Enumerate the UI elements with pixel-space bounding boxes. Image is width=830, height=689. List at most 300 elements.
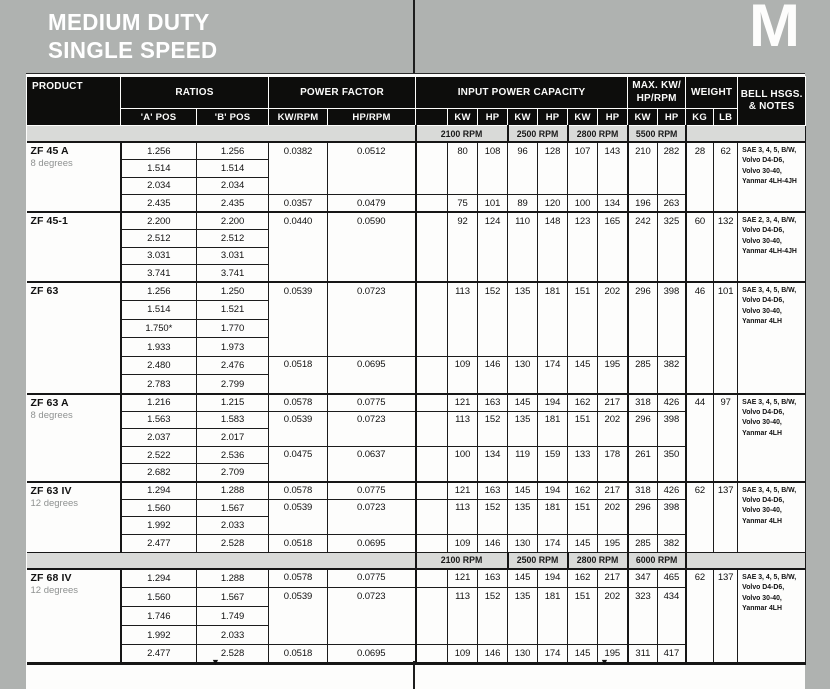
product-name: ZF 63 [30, 285, 59, 297]
notes-line: Volvo D4-D6, [742, 408, 785, 416]
power-factor-kw-cell: 0.0578 [269, 482, 328, 500]
input-power-cell: 113 [448, 282, 478, 356]
notes-line: SAE 2, 3, 4, B/W, [742, 217, 797, 224]
ratio-a-cell: 2.037 [121, 429, 197, 447]
power-factor-kw-cell: 0.0518 [269, 356, 328, 393]
ratio-a-cell: 1.256 [121, 142, 197, 160]
rpm-band-blank-left [27, 126, 416, 143]
input-power-cell: 101 [478, 195, 508, 213]
input-power-cell: 135 [508, 499, 538, 534]
product-section-zf-45-a [27, 142, 806, 212]
spacer-cell [416, 142, 448, 195]
max-hp-cell: 325 [658, 212, 686, 282]
weight-lb-cell: 97 [714, 394, 738, 482]
power-factor-hp-cell: 0.0512 [328, 142, 416, 195]
max-hp-cell: 434 [658, 588, 686, 645]
ratio-b-cell: 3.741 [197, 265, 269, 283]
col-header-input-power: INPUT POWER CAPACITY [416, 77, 628, 109]
spacer-cell [416, 569, 448, 588]
notes-cell [738, 569, 806, 664]
power-factor-kw-cell: 0.0440 [269, 212, 328, 282]
ratio-a-cell: 1.992 [121, 626, 197, 645]
spacer-cell [416, 588, 448, 645]
ratio-b-cell: 2.017 [197, 429, 269, 447]
notes-line: SAE 3, 4, 5, B/W, [742, 486, 797, 494]
ratio-a-cell: 1.992 [121, 517, 197, 535]
max-kw-cell: 318 [628, 482, 658, 500]
spacer-cell [416, 282, 448, 356]
input-power-cell: 152 [478, 411, 508, 446]
rpm-band-cell: 5500 RPM [628, 126, 686, 143]
ratio-a-cell: 1.294 [121, 569, 197, 588]
input-power-cell: 174 [538, 535, 568, 553]
ratio-b-cell: 2.512 [197, 230, 269, 248]
input-power-cell: 143 [598, 142, 628, 195]
max-kw-cell: 210 [628, 142, 658, 195]
input-power-cell: 194 [538, 569, 568, 588]
input-power-cell: 128 [538, 142, 568, 195]
input-power-cell: 202 [598, 282, 628, 356]
input-power-cell: 151 [568, 499, 598, 534]
ratio-a-cell: 2.477 [121, 645, 197, 664]
notes-line: SAE 3, 4, 5, B/W, [742, 147, 797, 154]
max-hp-cell: 263 [658, 195, 686, 213]
ratio-a-cell: 1.514 [121, 160, 197, 178]
ratio-a-cell: 2.200 [121, 212, 197, 230]
max-hp-cell: 382 [658, 535, 686, 553]
power-factor-hp-cell: 0.0723 [328, 588, 416, 645]
rpm-band-cell: 2100 RPM [416, 552, 508, 569]
product-cell [27, 482, 121, 553]
col-header-ratios: RATIOS [121, 77, 269, 109]
ratio-a-cell: 1.560 [121, 499, 197, 517]
input-power-cell: 146 [478, 535, 508, 553]
input-power-cell: 159 [538, 446, 568, 481]
col-header-hp-2800: HP [598, 109, 628, 126]
input-power-cell: 202 [598, 411, 628, 446]
max-hp-cell: 417 [658, 645, 686, 664]
input-power-cell: 75 [448, 195, 478, 213]
notes-cell [738, 212, 806, 282]
input-power-cell: 195 [598, 645, 628, 664]
weight-lb-cell: 101 [714, 282, 738, 394]
product-name: ZF 45-1 [30, 215, 68, 227]
product-angle: 8 degrees [30, 158, 73, 169]
input-power-cell: 194 [538, 394, 568, 412]
ratio-a-cell: 1.746 [121, 607, 197, 626]
rpm-band-blank-notes [738, 126, 806, 143]
input-power-cell: 174 [538, 645, 568, 664]
power-factor-hp-cell: 0.0775 [328, 482, 416, 500]
input-power-cell: 121 [448, 569, 478, 588]
power-factor-kw-cell: 0.0539 [269, 411, 328, 446]
col-header-bell-hsgs: BELL HSGS. & NOTES [738, 77, 806, 126]
notes-line: Yanmar 4LH [742, 429, 782, 437]
power-factor-kw-cell: 0.0475 [269, 446, 328, 481]
col-header-kw-max: KW [628, 109, 658, 126]
input-power-cell: 130 [508, 645, 538, 664]
weight-kg-cell: 28 [686, 142, 714, 212]
spacer-cell [416, 446, 448, 481]
max-kw-cell: 311 [628, 645, 658, 664]
notes-line: SAE 3, 4, 5, B/W, [742, 573, 797, 581]
ratio-a-cell: 2.480 [121, 356, 197, 375]
power-factor-hp-cell: 0.0479 [328, 195, 416, 213]
notes-cell [738, 394, 806, 482]
ratio-b-cell: 1.973 [197, 338, 269, 357]
col-header-product: PRODUCT [27, 77, 121, 126]
rpm-band-cell: 2500 RPM [508, 552, 568, 569]
ratio-b-cell: 3.031 [197, 247, 269, 265]
power-factor-kw-cell: 0.0539 [269, 499, 328, 534]
notes-line: Yanmar 4LH-4JH [742, 248, 797, 256]
rpm-band [27, 552, 806, 569]
input-power-cell: 148 [538, 212, 568, 282]
col-header-max-kw-hp: MAX. KW/ HP/RPM [628, 77, 686, 109]
ratio-b-cell: 1.567 [197, 588, 269, 607]
col-header-kg: KG [686, 109, 714, 126]
product-name: ZF 63 IV [30, 484, 72, 497]
rpm-band-blank-weight [686, 126, 738, 143]
product-section-zf-63 [27, 282, 806, 394]
ratio-b-cell: 2.709 [197, 464, 269, 482]
ratio-b-cell: 1.514 [197, 160, 269, 178]
product-section-zf-63-a [27, 394, 806, 482]
ratio-b-cell: 2.476 [197, 356, 269, 375]
input-power-cell: 96 [508, 142, 538, 195]
ratio-b-cell: 2.536 [197, 446, 269, 464]
input-power-cell: 152 [478, 499, 508, 534]
power-factor-kw-cell: 0.0382 [269, 142, 328, 195]
power-factor-hp-cell: 0.0775 [328, 569, 416, 588]
col-header-hp-2500: HP [538, 109, 568, 126]
input-power-cell: 145 [568, 645, 598, 664]
weight-lb-cell: 62 [714, 142, 738, 212]
input-power-cell: 133 [568, 446, 598, 481]
notes-line: Volvo 30-40, [742, 507, 782, 515]
ratio-b-cell: 2.200 [197, 212, 269, 230]
col-header-kw-2800: KW [568, 109, 598, 126]
max-hp-cell: 398 [658, 499, 686, 534]
col-header-kw-2500: KW [508, 109, 538, 126]
input-power-cell: 151 [568, 588, 598, 645]
product-cell [27, 569, 121, 664]
ratio-a-cell: 3.031 [121, 247, 197, 265]
notes-line: Yanmar 4LH-4JH [742, 178, 797, 186]
input-power-cell: 109 [448, 645, 478, 664]
input-power-cell: 100 [448, 446, 478, 481]
ratio-b-cell: 1.250 [197, 282, 269, 301]
notes-cell [738, 142, 806, 212]
spacer-cell [416, 482, 448, 500]
ratio-b-cell: 2.033 [197, 517, 269, 535]
input-power-cell: 135 [508, 282, 538, 356]
weight-kg-cell: 60 [686, 212, 714, 282]
rpm-band [27, 126, 806, 143]
page-header-band [0, 0, 830, 73]
notes-line: Volvo 30-40, [742, 419, 782, 427]
rpm-band-cell: 2500 RPM [508, 126, 568, 143]
fold-divider-line-top [413, 0, 415, 74]
input-power-cell: 202 [598, 499, 628, 534]
power-factor-hp-cell: 0.0723 [328, 499, 416, 534]
ratio-b-cell: 2.033 [197, 626, 269, 645]
page-title [48, 9, 218, 64]
input-power-cell: 152 [478, 588, 508, 645]
input-power-cell: 107 [568, 142, 598, 195]
notes-line: SAE 3, 4, 5, B/W, [742, 398, 797, 406]
notes-line: Yanmar 4LH [742, 318, 782, 326]
ratio-b-cell: 2.528 [197, 645, 269, 664]
product-angle: 12 degrees [30, 584, 79, 596]
ratio-b-cell: 1.288 [197, 569, 269, 588]
ratio-a-cell: 1.216 [121, 394, 197, 412]
product-angle: 8 degrees [30, 409, 73, 421]
input-power-cell: 163 [478, 569, 508, 588]
col-header-kw-rpm: KW/RPM [269, 109, 328, 126]
col-header-a-pos: 'A' POS [121, 109, 197, 126]
spec-table [26, 76, 806, 665]
input-power-cell: 110 [508, 212, 538, 282]
notes-line: SAE 3, 4, 5, B/W, [742, 287, 797, 294]
col-header-hp-2100: HP [478, 109, 508, 126]
ratio-a-cell: 2.682 [121, 464, 197, 482]
ratio-b-cell: 1.256 [197, 142, 269, 160]
power-factor-hp-cell: 0.0775 [328, 394, 416, 412]
max-kw-cell: 347 [628, 569, 658, 588]
power-factor-kw-cell: 0.0539 [269, 282, 328, 356]
ratio-a-cell: 2.512 [121, 230, 197, 248]
ratio-a-cell: 1.256 [121, 282, 197, 301]
ratio-b-cell: 1.770 [197, 319, 269, 338]
input-power-cell: 151 [568, 282, 598, 356]
input-power-cell: 113 [448, 499, 478, 534]
col-header-b-pos: 'B' POS [197, 109, 269, 126]
input-power-cell: 162 [568, 482, 598, 500]
col-header-hp-max: HP [658, 109, 686, 126]
max-kw-cell: 323 [628, 588, 658, 645]
product-name: ZF 63 A [30, 396, 69, 409]
notes-line: Volvo D4-D6, [742, 157, 785, 165]
product-section-zf-45-1 [27, 212, 806, 282]
input-power-cell: 174 [538, 356, 568, 393]
input-power-cell: 134 [598, 195, 628, 213]
power-factor-kw-cell: 0.0518 [269, 645, 328, 664]
max-hp-cell: 426 [658, 394, 686, 412]
max-kw-cell: 261 [628, 446, 658, 481]
input-power-cell: 181 [538, 588, 568, 645]
continuation-arrow-icon: ▼ [211, 657, 220, 667]
weight-kg-cell: 62 [686, 569, 714, 664]
max-hp-cell: 426 [658, 482, 686, 500]
ratio-a-cell: 1.294 [121, 482, 197, 500]
rpm-band-cell: 6000 RPM [628, 552, 686, 569]
max-kw-cell: 318 [628, 394, 658, 412]
input-power-cell: 146 [478, 645, 508, 664]
power-factor-hp-cell: 0.0695 [328, 356, 416, 393]
product-name: ZF 45 A [30, 145, 69, 157]
ratio-a-cell: 1.750* [121, 319, 197, 338]
product-cell [27, 282, 121, 394]
ratio-a-cell: 2.522 [121, 446, 197, 464]
input-power-cell: 145 [508, 482, 538, 500]
notes-line: Yanmar 4LH [742, 604, 782, 612]
notes-line: Volvo D4-D6, [742, 496, 785, 504]
ratio-b-cell: 2.799 [197, 375, 269, 394]
ratio-b-cell: 1.583 [197, 411, 269, 429]
col-header-kw-2100: KW [448, 109, 478, 126]
table-header [27, 77, 806, 126]
ratio-a-cell: 1.514 [121, 301, 197, 320]
input-power-cell: 202 [598, 588, 628, 645]
ratio-a-cell: 2.783 [121, 375, 197, 394]
notes-cell [738, 482, 806, 553]
max-kw-cell: 242 [628, 212, 658, 282]
rpm-band-blank-notes [738, 552, 806, 569]
max-hp-cell: 350 [658, 446, 686, 481]
max-kw-cell: 196 [628, 195, 658, 213]
rpm-band-blank-weight [686, 552, 738, 569]
product-cell [27, 394, 121, 482]
weight-kg-cell: 62 [686, 482, 714, 553]
input-power-cell: 194 [538, 482, 568, 500]
power-factor-kw-cell: 0.0578 [269, 569, 328, 588]
input-power-cell: 152 [478, 282, 508, 356]
notes-line: Yanmar 4LH [742, 517, 782, 525]
input-power-cell: 162 [568, 394, 598, 412]
input-power-cell: 217 [598, 482, 628, 500]
fold-divider-line-bottom [413, 661, 415, 689]
max-hp-cell: 465 [658, 569, 686, 588]
weight-lb-cell: 132 [714, 212, 738, 282]
ratio-b-cell: 2.034 [197, 177, 269, 195]
input-power-cell: 162 [568, 569, 598, 588]
table-page-area [26, 73, 805, 689]
product-angle: 12 degrees [30, 497, 79, 509]
power-factor-hp-cell: 0.0590 [328, 212, 416, 282]
rpm-band-cell: 2800 RPM [568, 552, 628, 569]
notes-line: Volvo D4-D6, [742, 584, 785, 592]
input-power-cell: 181 [538, 411, 568, 446]
max-kw-cell: 296 [628, 499, 658, 534]
rpm-band-cell: 2800 RPM [568, 126, 628, 143]
notes-line: Volvo 30-40, [742, 167, 782, 175]
input-power-cell: 146 [478, 356, 508, 393]
input-power-cell: 124 [478, 212, 508, 282]
input-power-cell: 163 [478, 482, 508, 500]
input-power-cell: 145 [568, 535, 598, 553]
ratio-b-cell: 1.288 [197, 482, 269, 500]
notes-cell [738, 282, 806, 394]
product-name: ZF 68 IV [30, 571, 72, 584]
input-power-cell: 89 [508, 195, 538, 213]
power-factor-kw-cell: 0.0518 [269, 535, 328, 553]
spacer-cell [416, 356, 448, 393]
notes-line: Volvo 30-40, [742, 594, 782, 602]
spacer-cell [416, 645, 448, 664]
ratio-b-cell: 1.567 [197, 499, 269, 517]
max-kw-cell: 285 [628, 356, 658, 393]
input-power-cell: 109 [448, 356, 478, 393]
input-power-cell: 108 [478, 142, 508, 195]
max-hp-cell: 382 [658, 356, 686, 393]
continuation-arrow-icon: ▼ [600, 657, 609, 667]
product-cell [27, 142, 121, 212]
product-section-zf-68-iv [27, 569, 806, 664]
input-power-cell: 178 [598, 446, 628, 481]
ratio-b-cell: 2.528 [197, 535, 269, 553]
input-power-cell: 130 [508, 356, 538, 393]
page-title-line2: SINGLE SPEED [48, 36, 218, 63]
power-factor-kw-cell: 0.0357 [269, 195, 328, 213]
weight-kg-cell: 44 [686, 394, 714, 482]
ratio-a-cell: 1.563 [121, 411, 197, 429]
ratio-a-cell: 2.477 [121, 535, 197, 553]
max-kw-cell: 296 [628, 282, 658, 356]
section-letter-m: M [749, 0, 800, 59]
rpm-band-blank-left [27, 552, 416, 569]
notes-line: Volvo D4-D6, [742, 227, 785, 235]
power-factor-kw-cell: 0.0539 [269, 588, 328, 645]
power-factor-kw-cell: 0.0578 [269, 394, 328, 412]
spacer-cell [416, 411, 448, 446]
col-header-spacer [416, 109, 448, 126]
input-power-cell: 217 [598, 569, 628, 588]
input-power-cell: 113 [448, 588, 478, 645]
input-power-cell: 113 [448, 411, 478, 446]
ratio-a-cell: 3.741 [121, 265, 197, 283]
max-hp-cell: 398 [658, 282, 686, 356]
spacer-cell [416, 535, 448, 553]
input-power-cell: 145 [568, 356, 598, 393]
input-power-cell: 181 [538, 499, 568, 534]
ratio-b-cell: 2.435 [197, 195, 269, 213]
input-power-cell: 123 [568, 212, 598, 282]
max-hp-cell: 398 [658, 411, 686, 446]
spacer-cell [416, 499, 448, 534]
ratio-b-cell: 1.215 [197, 394, 269, 412]
weight-lb-cell: 137 [714, 569, 738, 664]
ratio-b-cell: 1.749 [197, 607, 269, 626]
input-power-cell: 217 [598, 394, 628, 412]
col-header-lb: LB [714, 109, 738, 126]
rpm-band-cell: 2100 RPM [416, 126, 508, 143]
power-factor-hp-cell: 0.0723 [328, 282, 416, 356]
input-power-cell: 135 [508, 411, 538, 446]
ratio-a-cell: 2.435 [121, 195, 197, 213]
input-power-cell: 145 [508, 569, 538, 588]
input-power-cell: 121 [448, 394, 478, 412]
input-power-cell: 92 [448, 212, 478, 282]
input-power-cell: 135 [508, 588, 538, 645]
input-power-cell: 195 [598, 535, 628, 553]
input-power-cell: 119 [508, 446, 538, 481]
input-power-cell: 163 [478, 394, 508, 412]
weight-lb-cell: 137 [714, 482, 738, 553]
max-hp-cell: 282 [658, 142, 686, 195]
page-title-line1: MEDIUM DUTY [48, 9, 210, 35]
power-factor-hp-cell: 0.0695 [328, 535, 416, 553]
ratio-b-cell: 1.521 [197, 301, 269, 320]
input-power-cell: 130 [508, 535, 538, 553]
col-header-hp-rpm: HP/RPM [328, 109, 416, 126]
input-power-cell: 151 [568, 411, 598, 446]
input-power-cell: 120 [538, 195, 568, 213]
notes-line: Volvo 30-40, [742, 237, 782, 245]
input-power-cell: 145 [508, 394, 538, 412]
max-kw-cell: 285 [628, 535, 658, 553]
input-power-cell: 121 [448, 482, 478, 500]
